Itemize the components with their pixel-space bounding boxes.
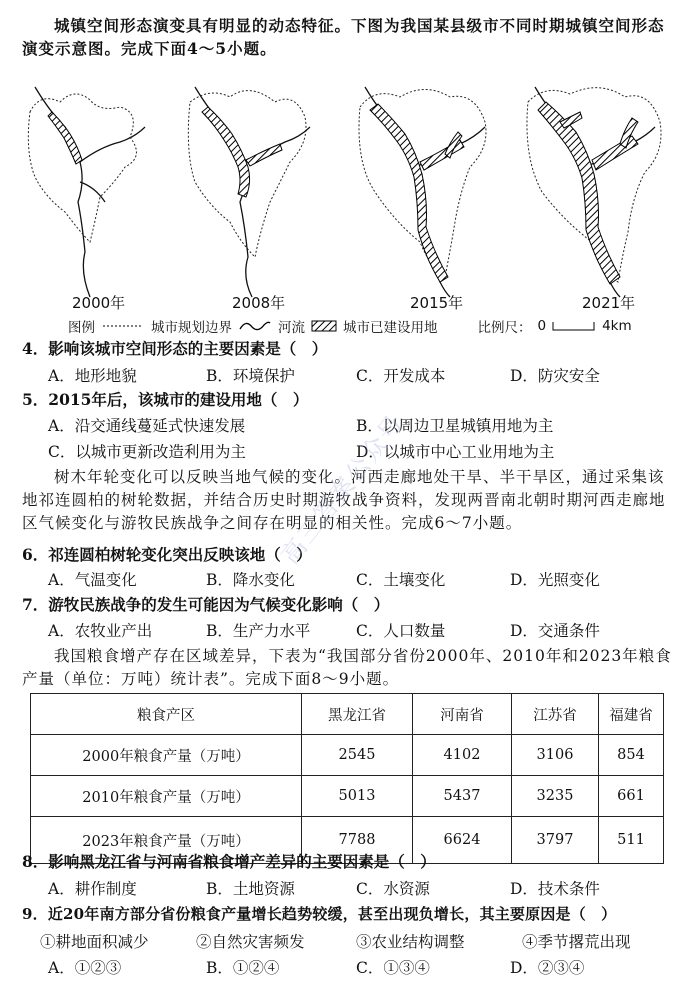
q8-option-c: C．水资源: [356, 880, 430, 898]
scale-label: 比例尺：: [477, 320, 532, 336]
question-6-stem: 6．祁连圆柏树轮变化突出反映该地（ ）: [22, 545, 312, 564]
legend-river: 河流: [278, 320, 305, 336]
q6-option-d: D．光照变化: [510, 571, 600, 589]
map-2000: [28, 87, 145, 297]
legend-label: 图例: [68, 320, 95, 336]
table-cell: 2010年粮食产量（万吨）: [31, 776, 302, 817]
table-cell: 3797: [512, 817, 599, 864]
legend-boundary: 城市规划边界: [151, 320, 232, 336]
intro-paragraph-3: 我国粮食增产存在区域差异，下表为“我国部分省份2000年、2010年和2023年粮食产量（单位：万吨）统计表”。完成下面8～9小题。: [22, 647, 672, 688]
river-icon: [238, 319, 272, 333]
q6-option-c: C．土壤变化: [356, 571, 446, 589]
legend-built: 城市已建设用地: [343, 320, 438, 336]
q7-option-d: D．交通条件: [510, 622, 600, 640]
watermark: 高三答案公众号: [275, 408, 411, 570]
q7-option-c: C．人口数量: [356, 622, 446, 640]
table-header-cell: 福建省: [599, 694, 664, 735]
q9-option-d: D．②③④: [510, 959, 585, 977]
q9-item-4: ④季节撂荒出现: [522, 933, 631, 951]
map-2008: [188, 87, 310, 297]
map-year-label: 2008年: [232, 294, 286, 312]
table-row: [31, 735, 664, 776]
q9-option-b: B．①②④: [206, 959, 280, 977]
intro-paragraph-1: 城镇空间形态演变具有明显的动态特征。下图为我国某县级市不同时期城镇空间形态演变示意图。完成下面4～5小题。: [22, 16, 665, 58]
table-cell: 3235: [512, 776, 599, 817]
table-header-row: [31, 694, 664, 735]
q9-item-2: ②自然灾害频发: [196, 933, 305, 951]
q4-option-d: D．防灾安全: [510, 367, 600, 385]
table-cell: 661: [599, 776, 664, 817]
q8-option-d: D．技术条件: [510, 880, 600, 898]
map-2015: [359, 87, 486, 297]
intro-paragraph-2: 树木年轮变化可以反映当地气候的变化。河西走廊地处干旱、半干旱区，通过采集该地祁连圆柏的树轮数据，并结合历史时期游牧战争资料，发现两晋南北朝时期河西走廊地区气候变化与游牧民族战争之间存在明显的相关性。完成6～7小题。: [22, 468, 666, 532]
q8-option-b: B．土地资源: [206, 880, 295, 898]
table-cell: 511: [599, 817, 664, 864]
table-cell: 2023年粮食产量（万吨）: [31, 817, 302, 864]
scale-bar-icon: [552, 320, 596, 332]
question-5-stem: 5．2015年后，该城市的建设用地（ ）: [22, 390, 309, 409]
question-9-stem: 9．近20年南方部分省份粮食产量增长趋势较缓，甚至出现负增长，其主要原因是（ ）: [22, 905, 617, 923]
built-area-icon: [311, 320, 337, 332]
table-header-cell: 黑龙江省: [302, 694, 413, 735]
q8-option-a: A．耕作制度: [48, 880, 137, 898]
q9-item-3: ③农业结构调整: [356, 933, 465, 951]
q7-option-b: B．生产力水平: [206, 622, 311, 640]
q5-option-b: B．以周边卫星城镇用地为主: [356, 417, 554, 435]
city-form-maps: [20, 82, 680, 312]
q5-option-c: C．以城市更新改造利用为主: [48, 443, 246, 461]
map-year-label: 2015年: [410, 294, 464, 312]
boundary-line-icon: [101, 322, 145, 330]
table-cell: 854: [599, 735, 664, 776]
map-2021: [527, 87, 661, 297]
map-legend: [68, 316, 632, 336]
table-cell: 5013: [302, 776, 413, 817]
q6-option-a: A．气温变化: [48, 571, 137, 589]
map-year-label: 2021年: [582, 294, 636, 312]
q9-item-1: ①耕地面积减少: [40, 933, 149, 951]
q9-option-c: C．①③④: [356, 959, 430, 977]
q4-option-b: B．环境保护: [206, 367, 295, 385]
question-4-stem: 4．影响该城市空间形态的主要因素是（ ）: [22, 339, 328, 358]
grain-output-table: [30, 693, 664, 864]
table-header-cell: 河南省: [413, 694, 512, 735]
question-8-stem: 8．影响黑龙江省与河南省粮食增产差异的主要因素是（ ）: [22, 852, 436, 871]
q5-option-a: A．沿交通线蔓延式快速发展: [48, 417, 246, 435]
q4-option-c: C．开发成本: [356, 367, 446, 385]
table-cell: 3106: [512, 735, 599, 776]
table-header-cell: 江苏省: [512, 694, 599, 735]
q5-option-d: D．以城市中心工业用地为主: [356, 443, 555, 461]
q4-option-a: A．地形地貌: [48, 367, 137, 385]
question-7-stem: 7．游牧民族战争的发生可能因为气候变化影响（ ）: [22, 595, 390, 614]
scale-zero: 0: [537, 318, 547, 334]
table-header-cell: 粮食产区: [31, 694, 302, 735]
table-cell: 7788: [302, 817, 413, 864]
table-cell: 2000年粮食产量（万吨）: [31, 735, 302, 776]
table-cell: 2545: [302, 735, 413, 776]
q6-option-b: B．降水变化: [206, 571, 295, 589]
table-cell: 4102: [413, 735, 512, 776]
map-year-label: 2000年: [72, 294, 126, 312]
table-cell: 6624: [413, 817, 512, 864]
table-row: [31, 776, 664, 817]
q7-option-a: A．农牧业产出: [48, 622, 153, 640]
q9-option-a: A．①②③: [48, 959, 122, 977]
scale-end: 4km: [602, 318, 632, 334]
table-cell: 5437: [413, 776, 512, 817]
